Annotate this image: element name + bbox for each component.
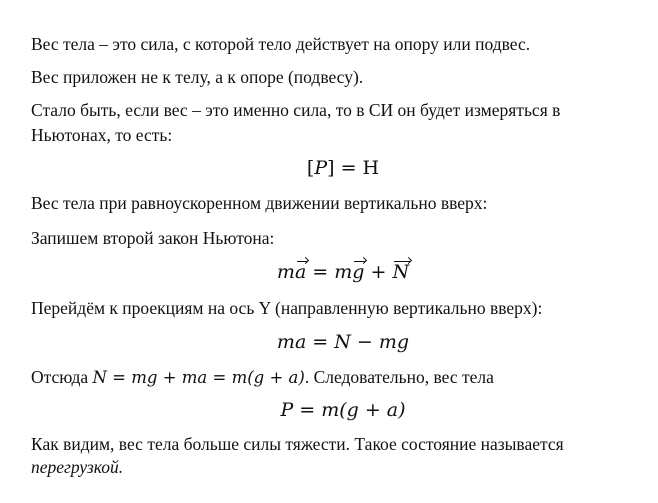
paragraph-si-units-line1: Стало быть, если вес – это именно сила, то в СИ он будет измеряться в (31, 100, 561, 120)
formula-inline-N: N = mg + ma = m(g + a) (92, 368, 305, 387)
paragraph-hence (31, 366, 494, 389)
paragraph-weight-definition: Вес тела – это сила, с которой тело действует на опору или подвес. (31, 34, 531, 54)
paragraph-conclusion-line1: Как видим, вес тела больше силы тяжести. Такое состояние называется (31, 434, 564, 454)
symbol-m: m (276, 261, 295, 283)
equals-sign: = (334, 157, 363, 179)
bracket-close: ] (327, 157, 335, 179)
formula-newton-second-law (0, 260, 658, 285)
equals-sign: = (306, 261, 335, 283)
bracket-open: [ (306, 157, 315, 179)
paragraph-vertical-motion: Вес тела при равноускоренном движении вертикально вверх: (31, 193, 488, 213)
formula-weight-unit (0, 156, 658, 181)
formula-projection: ma = N − mg (276, 331, 410, 353)
vector-g: g (352, 261, 365, 283)
hence-prefix: Отсюда (31, 367, 93, 387)
vector-a: a (294, 261, 307, 283)
paragraph-weight-applied: Вес приложен не к телу, а к опоре (подвесу). (31, 67, 364, 87)
symbol-m: m (334, 261, 353, 283)
vector-N: N (392, 261, 410, 283)
symbol-P: P (314, 157, 328, 179)
paragraph-conclusion-line2: перегрузкой. (31, 457, 124, 477)
unit-newton: Н (362, 157, 380, 179)
plus-sign: + (364, 261, 393, 283)
paragraph-second-law-intro: Запишем второй закон Ньютона: (31, 228, 275, 248)
formula-weight: P = m(g + a) (280, 399, 406, 421)
paragraph-projection: Перейдём к проекциям на ось Y (направленную вертикально вверх): (31, 298, 543, 318)
paragraph-si-units-line2: Ньютонах, то есть: (31, 125, 173, 145)
hence-suffix: . Следовательно, вес тела (304, 367, 494, 387)
